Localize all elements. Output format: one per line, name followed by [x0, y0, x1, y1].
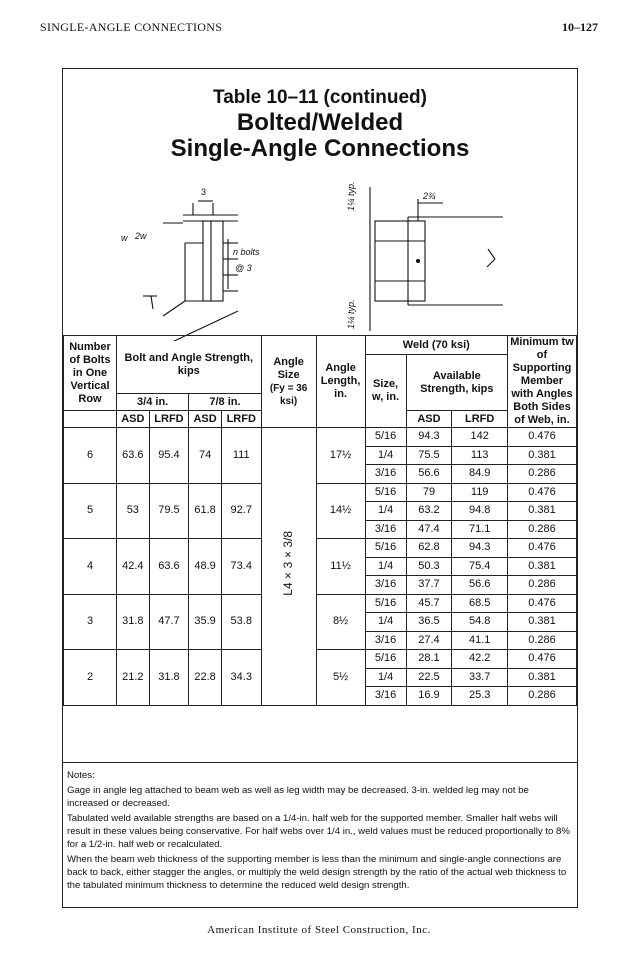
angle-length-cell: 5½	[316, 650, 365, 706]
weld-size-cell: 1/4	[365, 557, 406, 576]
weld-lrfd-cell: 42.2	[452, 650, 508, 669]
weld-2w-label: 2w	[135, 231, 147, 241]
min-tw-cell: 0.381	[508, 668, 577, 687]
angle-size-cell	[261, 428, 316, 706]
num-bolts-cell: 5	[64, 483, 117, 539]
weld-lrfd-cell: 119	[452, 483, 508, 502]
weld-size-cell: 3/16	[365, 687, 406, 706]
num-bolts-cell: 6	[64, 428, 117, 484]
table-row	[64, 594, 577, 613]
lrfd-78-cell: 92.7	[221, 483, 261, 539]
typ-edge-bottom-label: 1¼ typ.	[346, 299, 356, 329]
asd-34-cell: 63.6	[117, 428, 150, 484]
page-number: 10–127	[562, 20, 598, 34]
weld-size-cell: 3/16	[365, 576, 406, 595]
weld-size-cell: 1/4	[365, 446, 406, 465]
num-bolts-cell: 2	[64, 650, 117, 706]
lrfd-78-cell: 111	[221, 428, 261, 484]
asd-78-cell: 74	[189, 428, 222, 484]
asd-34-cell: 42.4	[117, 539, 150, 595]
asd-78-cell: 22.8	[189, 650, 222, 706]
min-tw-cell: 0.476	[508, 594, 577, 613]
min-tw-cell: 0.286	[508, 687, 577, 706]
angle-length-cell: 11½	[316, 539, 365, 595]
num-bolts-cell: 4	[64, 539, 117, 595]
col-bolt-angle-strength: Bolt and Angle Strength, kips	[117, 336, 262, 394]
lrfd-34-cell: 31.8	[149, 650, 189, 706]
notes-section	[63, 762, 577, 894]
weld-size-cell: 5/16	[365, 594, 406, 613]
note-3: When the beam web thickness of the supporting member is less than the minimum and single-angle connections are back to back, either stagger the angles, or multiply the weld design strength by the ratio of the actual web thickness to the tabulated minimum thickness to determine the reduced weld design strength.	[67, 854, 567, 891]
typ-edge-top-label: 1¼ typ.	[346, 181, 356, 211]
angle-length-cell: 14½	[316, 483, 365, 539]
asd-78-cell: 48.9	[189, 539, 222, 595]
connection-diagram	[63, 181, 579, 341]
col-available-strength: Available Strength, kips	[406, 355, 507, 411]
asd-78-cell: 35.9	[189, 594, 222, 650]
weld-w-label: w	[121, 233, 128, 243]
weld-size-cell: 1/4	[365, 613, 406, 632]
lrfd-34-cell: 79.5	[149, 483, 189, 539]
min-tw-cell: 0.476	[508, 539, 577, 558]
bolt-symbol	[416, 259, 420, 263]
weld-asd-cell: 45.7	[406, 594, 452, 613]
min-tw-cell: 0.286	[508, 631, 577, 650]
weld-lrfd-cell: 25.3	[452, 687, 508, 706]
dim-3-label: 3	[201, 187, 207, 197]
num-bolts-cell: 3	[64, 594, 117, 650]
min-tw-cell: 0.476	[508, 650, 577, 669]
weld-lrfd-cell: 94.3	[452, 539, 508, 558]
weld-size-cell: 3/16	[365, 465, 406, 484]
table-row	[64, 650, 577, 669]
table-subtitle: Single-Angle Connections	[170, 135, 470, 162]
weld-lrfd-cell: 113	[452, 446, 508, 465]
asd-34-cell: 53	[117, 483, 150, 539]
lrfd-78-cell: 53.8	[221, 594, 261, 650]
col-weld: Weld (70 ksi)	[365, 336, 507, 355]
col-lrfd-34: LRFD	[149, 411, 189, 428]
note-1: Gage in angle leg attached to beam web as well as leg width may be decreased. 3-in. welded leg may not be increased or decreased.	[67, 785, 529, 809]
weld-asd-cell: 28.1	[406, 650, 452, 669]
min-tw-cell: 0.286	[508, 576, 577, 595]
weld-asd-cell: 62.8	[406, 539, 452, 558]
col-min-tw: Minimum tw of Supporting Member with Angles Both Sides of Web, in.	[508, 336, 577, 428]
dim-gage-label: 2¾	[423, 191, 436, 201]
col-angle-length: Angle Length, in.	[316, 336, 365, 428]
angle-size-header: Angle Size	[273, 355, 304, 381]
weld-size-cell: 1/4	[365, 502, 406, 521]
weld-size-cell: 5/16	[365, 483, 406, 502]
table-body	[64, 428, 577, 706]
col-asd-78: ASD	[189, 411, 222, 428]
angle-size-value: L4×3×3/8	[280, 530, 295, 596]
weld-asd-cell: 16.9	[406, 687, 452, 706]
min-tw-cell: 0.286	[508, 465, 577, 484]
notes-label: Notes:	[67, 770, 95, 781]
weld-asd-cell: 79	[406, 483, 452, 502]
table-row	[64, 428, 577, 447]
angle-length-cell: 17½	[316, 428, 365, 484]
publisher-footer: American Institute of Steel Construction, Inc.	[207, 924, 431, 936]
asd-34-cell: 21.2	[117, 650, 150, 706]
weld-lrfd-cell: 68.5	[452, 594, 508, 613]
weld-size-cell: 3/16	[365, 631, 406, 650]
min-tw-cell: 0.381	[508, 502, 577, 521]
lrfd-78-cell: 34.3	[221, 650, 261, 706]
weld-size-cell: 5/16	[365, 650, 406, 669]
min-tw-cell: 0.381	[508, 557, 577, 576]
col-weld-size: Size, w, in.	[365, 355, 406, 428]
weld-asd-cell: 47.4	[406, 520, 452, 539]
weld-lrfd-cell: 94.8	[452, 502, 508, 521]
weld-size-cell: 3/16	[365, 520, 406, 539]
min-tw-cell: 0.286	[508, 520, 577, 539]
table-frame	[62, 68, 578, 908]
col-num-bolts-cont	[64, 411, 117, 428]
col-weld-lrfd: LRFD	[452, 411, 508, 428]
weld-asd-cell: 36.5	[406, 613, 452, 632]
weld-lrfd-cell: 41.1	[452, 631, 508, 650]
weld-lrfd-cell: 84.9	[452, 465, 508, 484]
min-tw-cell: 0.476	[508, 428, 577, 447]
weld-lrfd-cell: 56.6	[452, 576, 508, 595]
col-3-4-in: 3/4 in.	[117, 394, 189, 411]
col-angle-size	[261, 336, 316, 428]
lrfd-34-cell: 63.6	[149, 539, 189, 595]
weld-lrfd-cell: 33.7	[452, 668, 508, 687]
asd-78-cell: 61.8	[189, 483, 222, 539]
weld-lrfd-cell: 71.1	[452, 520, 508, 539]
min-tw-cell: 0.476	[508, 483, 577, 502]
table-number: Table 10–11 (continued)	[213, 87, 427, 108]
col-weld-asd: ASD	[406, 411, 452, 428]
table-title: Bolted/Welded	[236, 109, 404, 136]
col-7-8-in: 7/8 in.	[189, 394, 261, 411]
running-header-left: SINGLE-ANGLE CONNECTIONS	[40, 20, 223, 34]
weld-asd-cell: 94.3	[406, 428, 452, 447]
col-asd-34: ASD	[117, 411, 150, 428]
weld-asd-cell: 56.6	[406, 465, 452, 484]
asd-34-cell: 31.8	[117, 594, 150, 650]
table-row	[64, 483, 577, 502]
weld-asd-cell: 37.7	[406, 576, 452, 595]
angle-length-cell: 8½	[316, 594, 365, 650]
weld-lrfd-cell: 75.4	[452, 557, 508, 576]
fy-header: (Fy = 36 ksi)	[269, 382, 308, 407]
weld-asd-cell: 27.4	[406, 631, 452, 650]
lrfd-78-cell: 73.4	[221, 539, 261, 595]
min-tw-cell: 0.381	[508, 446, 577, 465]
col-num-bolts: Number of Bolts in One Vertical Row	[64, 336, 117, 411]
weld-size-cell: 1/4	[365, 668, 406, 687]
lrfd-34-cell: 47.7	[149, 594, 189, 650]
col-lrfd-78: LRFD	[221, 411, 261, 428]
table-row	[64, 539, 577, 558]
weld-lrfd-cell: 142	[452, 428, 508, 447]
weld-asd-cell: 22.5	[406, 668, 452, 687]
weld-size-cell: 5/16	[365, 539, 406, 558]
note-2: Tabulated weld available strengths are based on a 1/4-in. half web for the supported member. Smaller half webs will result in these values being conservative. For half webs over 1/4 in., weld values must be reduced proportionally to 8% for a 1/2-in. half web or recalculated.	[67, 813, 570, 850]
weld-lrfd-cell: 54.8	[452, 613, 508, 632]
strength-table	[63, 335, 577, 706]
n-bolts-label: n bolts	[233, 247, 260, 257]
bolt-spacing-label: @ 3	[235, 263, 252, 273]
weld-asd-cell: 50.3	[406, 557, 452, 576]
weld-size-cell: 5/16	[365, 428, 406, 447]
lrfd-34-cell: 95.4	[149, 428, 189, 484]
weld-asd-cell: 75.5	[406, 446, 452, 465]
weld-asd-cell: 63.2	[406, 502, 452, 521]
min-tw-cell: 0.381	[508, 613, 577, 632]
